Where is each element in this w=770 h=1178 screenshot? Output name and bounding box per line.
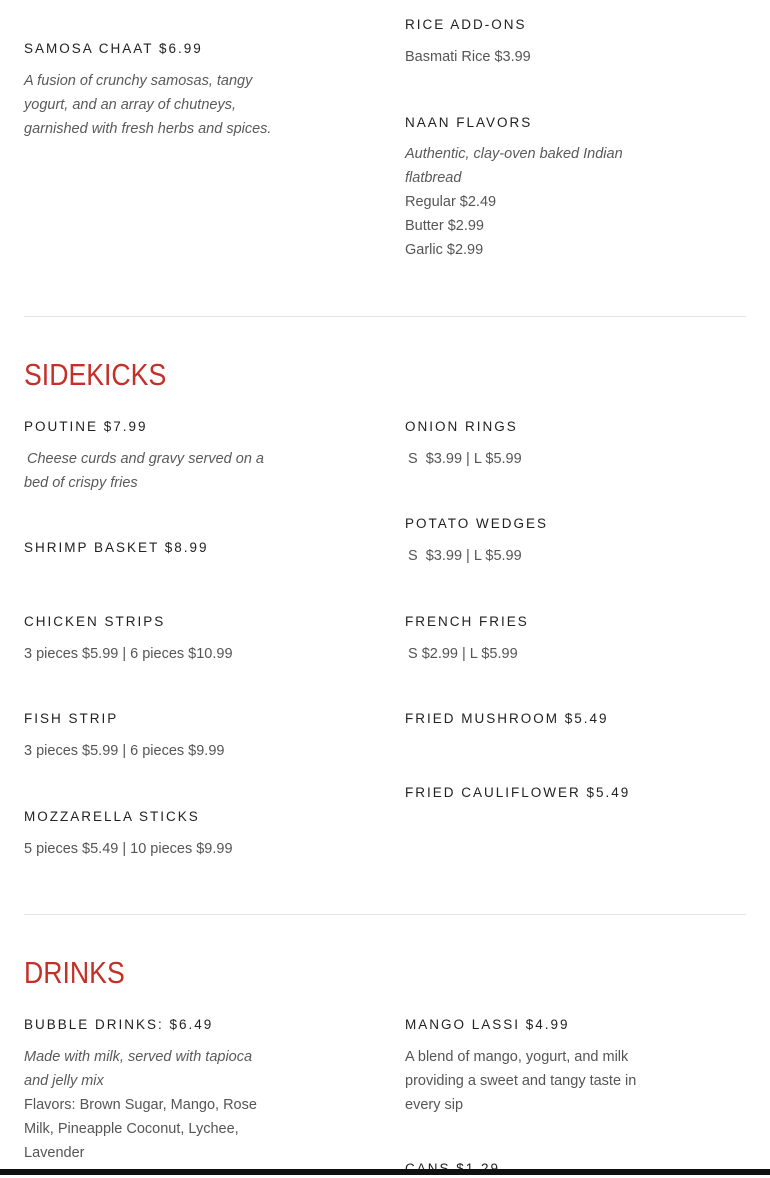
item-flavors: Flavors: Brown Sugar, Mango, Rose Milk, Pineapple Coconut, Lychee, Lavender bbox=[24, 1097, 257, 1161]
item-option: 5 pieces $5.49 | 10 pieces $9.99 bbox=[24, 841, 233, 857]
item-option: 3 pieces $5.99 | 6 pieces $9.99 bbox=[24, 743, 225, 759]
item-title: MANGO LASSI $4.99 bbox=[405, 1017, 570, 1032]
item-option: S $2.99 | L $5.99 bbox=[408, 646, 518, 662]
item-title: NAAN FLAVORS bbox=[405, 115, 533, 130]
item-title: FISH STRIP bbox=[24, 711, 119, 726]
menu-item-shrimp-basket bbox=[24, 539, 274, 557]
menu-item-mozzarella-sticks bbox=[24, 808, 274, 861]
menu-item-bubble-drinks bbox=[24, 1016, 274, 1165]
section-heading-drinks: DRINKS bbox=[24, 955, 125, 990]
item-title: SAMOSA CHAAT $6.99 bbox=[24, 41, 203, 56]
item-option: Butter $2.99 bbox=[405, 218, 484, 234]
item-title: FRIED MUSHROOM $5.49 bbox=[405, 711, 609, 726]
menu-item-chicken-strips bbox=[24, 613, 274, 666]
item-title: SHRIMP BASKET $8.99 bbox=[24, 540, 209, 555]
item-title: ONION RINGS bbox=[405, 419, 518, 434]
menu-item-onion-rings bbox=[405, 418, 655, 471]
item-title: CHICKEN STRIPS bbox=[24, 614, 166, 629]
menu-item-poutine bbox=[24, 418, 274, 495]
section-divider bbox=[24, 914, 746, 915]
bottom-bar bbox=[0, 1169, 770, 1175]
item-description: A fusion of crunchy samosas, tangy yogurt, and an array of chutneys, garnished with fresh herbs and spices. bbox=[24, 73, 272, 137]
menu-item-naan-flavors bbox=[405, 114, 655, 262]
item-description: Authentic, clay-oven baked Indian flatbread bbox=[405, 146, 623, 186]
item-option: S $3.99 | L $5.99 bbox=[408, 548, 522, 564]
item-title: BUBBLE DRINKS: $6.49 bbox=[24, 1017, 214, 1032]
item-title: POTATO WEDGES bbox=[405, 516, 549, 531]
menu-item-fish-strip bbox=[24, 710, 274, 763]
section-heading-sidekicks: SIDEKICKS bbox=[24, 357, 167, 392]
item-option: Regular $2.49 bbox=[405, 194, 497, 210]
item-title: FRIED CAULIFLOWER $5.49 bbox=[405, 785, 631, 800]
menu-item-fried-cauliflower bbox=[405, 784, 655, 802]
item-option: S $3.99 | L $5.99 bbox=[408, 451, 522, 467]
item-description: Cheese curds and gravy served on a bed of crispy fries bbox=[24, 451, 264, 491]
menu-item-mango-lassi bbox=[405, 1016, 655, 1117]
item-option: 3 pieces $5.99 | 6 pieces $10.99 bbox=[24, 646, 233, 662]
menu-item-french-fries bbox=[405, 613, 655, 666]
item-title: RICE ADD-ONS bbox=[405, 17, 527, 32]
section-divider bbox=[24, 316, 746, 317]
item-title: FRENCH FRIES bbox=[405, 614, 529, 629]
menu-item-fried-mushroom bbox=[405, 710, 655, 728]
item-option: Basmati Rice $3.99 bbox=[405, 49, 531, 65]
item-option: Garlic $2.99 bbox=[405, 242, 484, 258]
item-title: POUTINE $7.99 bbox=[24, 419, 148, 434]
item-description: Made with milk, served with tapioca and jelly mix bbox=[24, 1049, 253, 1089]
menu-item-rice-add-ons bbox=[405, 16, 655, 69]
item-title: MOZZARELLA STICKS bbox=[24, 809, 200, 824]
menu-item-samosa-chaat bbox=[24, 40, 274, 141]
menu-item-potato-wedges bbox=[405, 515, 655, 568]
item-description: A blend of mango, yogurt, and milk providing a sweet and tangy taste in every sip bbox=[405, 1049, 637, 1113]
